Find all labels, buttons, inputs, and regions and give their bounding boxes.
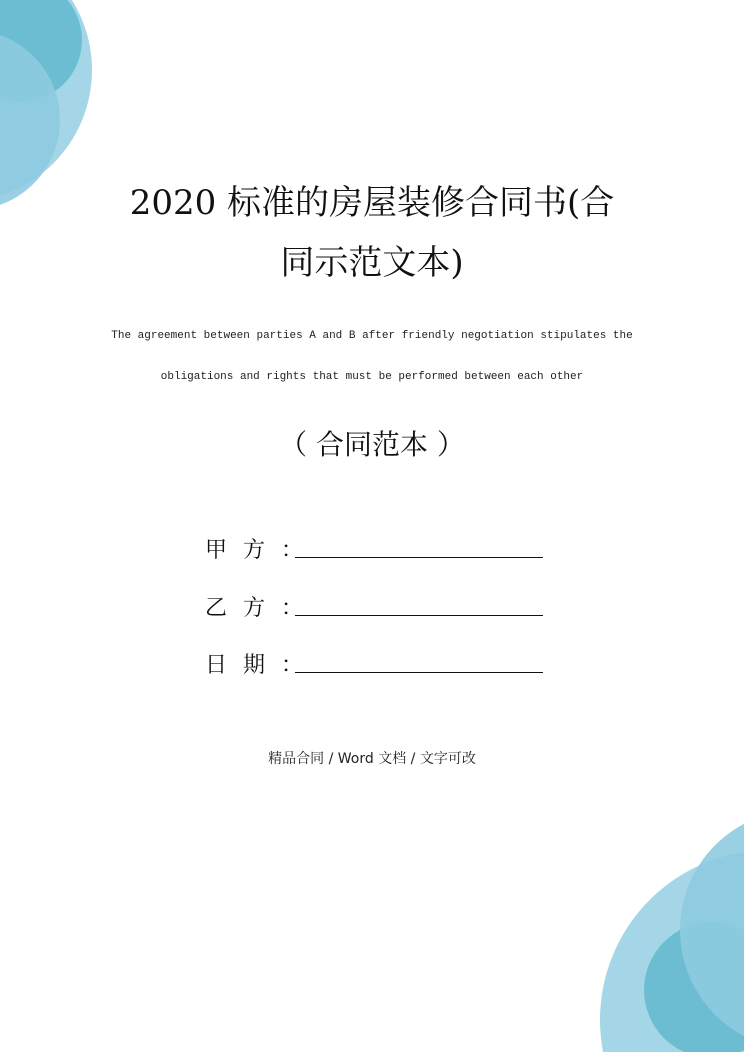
date-colon: ： [281, 653, 304, 678]
party-b-colon: ： [281, 596, 304, 621]
footer-note: 精品合同 / Word 文档 / 文字可改 [268, 751, 476, 767]
party-a-label-char2: 方 [243, 538, 266, 563]
party-b-signature-line [295, 615, 543, 616]
contract-template-label: （ 合同范本 ） [279, 428, 465, 461]
english-subtitle-line-1: The agreement between parties A and B after friendly negotiation stipulates the [111, 330, 633, 342]
party-b-label-char1: 乙 [205, 596, 228, 621]
date-signature-line [295, 672, 543, 673]
party-a-signature-line [295, 557, 543, 558]
date-field [205, 649, 543, 679]
date-label-char2: 期 [243, 653, 266, 678]
document-title-line-1: 2020 标准的房屋装修合同书(合 [129, 183, 615, 223]
date-label-char1: 日 [205, 653, 228, 678]
document-title-line-2: 同示范文本) [280, 243, 464, 283]
party-a-field [205, 534, 543, 564]
party-b-label-char2: 方 [243, 596, 266, 621]
party-a-colon: ： [281, 538, 304, 563]
party-b-field [205, 592, 543, 622]
party-a-label-char1: 甲 [205, 538, 228, 563]
english-subtitle-line-2: obligations and rights that must be performed between each other [160, 371, 584, 383]
